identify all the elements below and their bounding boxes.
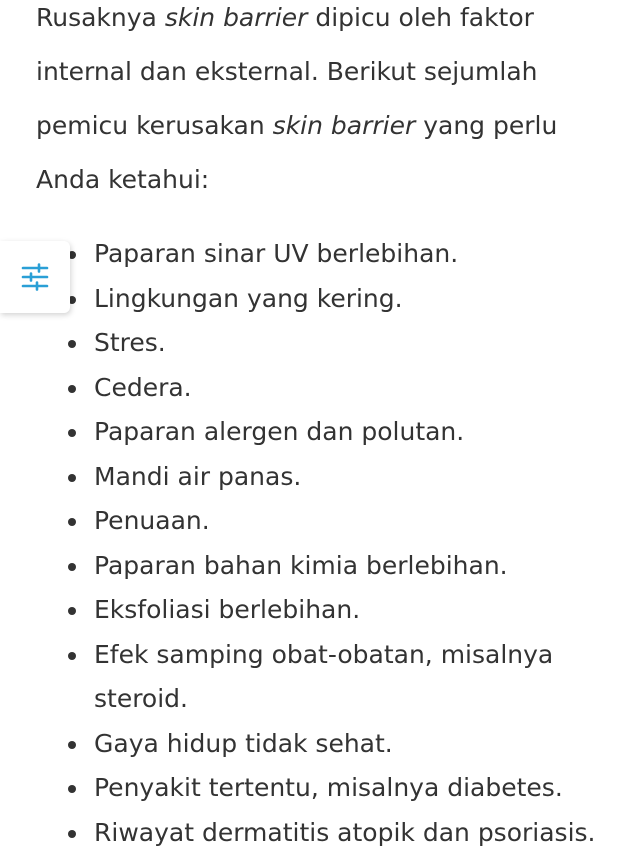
list-item bbox=[36, 366, 626, 411]
bullet bbox=[68, 741, 76, 749]
bullet bbox=[68, 385, 76, 393]
sliders-icon bbox=[20, 263, 50, 291]
list-item-text: Paparan bahan kimia berlebihan. bbox=[94, 551, 508, 580]
list-item bbox=[36, 544, 626, 589]
list-item bbox=[36, 722, 626, 767]
bullet bbox=[68, 785, 76, 793]
list-item bbox=[36, 455, 626, 500]
list-item-text: Eksfoliasi berlebihan. bbox=[94, 595, 360, 624]
causes-list bbox=[36, 232, 626, 855]
bullet bbox=[68, 652, 76, 660]
bullet bbox=[68, 518, 76, 526]
table-of-contents-button[interactable] bbox=[0, 241, 70, 313]
intro-text-2: dipicu oleh faktor internal dan eksternal. Berikut sejumlah pemicu kerusakan bbox=[36, 3, 537, 140]
list-item bbox=[36, 277, 626, 322]
list-item-text: Lingkungan yang kering. bbox=[94, 284, 403, 313]
list-item-text: Gaya hidup tidak sehat. bbox=[94, 729, 393, 758]
bullet bbox=[68, 607, 76, 615]
list-item-text: Stres. bbox=[94, 328, 166, 357]
intro-paragraph bbox=[36, 0, 626, 207]
list-item bbox=[36, 633, 626, 722]
intro-text-3: yang perlu Anda ketahui: bbox=[36, 111, 557, 194]
list-item-text: Paparan alergen dan polutan. bbox=[94, 417, 464, 446]
list-item-text: Mandi air panas. bbox=[94, 462, 301, 491]
bullet bbox=[68, 340, 76, 348]
intro-term-2: skin barrier bbox=[273, 111, 416, 140]
list-item-text: Paparan sinar UV berlebihan. bbox=[94, 239, 458, 268]
list-item bbox=[36, 410, 626, 455]
list-item bbox=[36, 811, 626, 855]
list-item-text: Riwayat dermatitis atopik dan psoriasis. bbox=[94, 818, 596, 847]
list-item-text: Cedera. bbox=[94, 373, 192, 402]
list-item-text: Penyakit tertentu, misalnya diabetes. bbox=[94, 773, 563, 802]
article-body bbox=[36, 0, 626, 207]
list-item bbox=[36, 499, 626, 544]
list-item-text: Efek samping obat-obatan, misalnya steroid. bbox=[94, 640, 553, 714]
list-item bbox=[36, 232, 626, 277]
intro-text-1: Rusaknya bbox=[36, 3, 165, 32]
list-item bbox=[36, 766, 626, 811]
list-item-text: Penuaan. bbox=[94, 506, 210, 535]
bullet bbox=[68, 563, 76, 571]
list-item bbox=[36, 321, 626, 366]
bullet bbox=[68, 830, 76, 838]
bullet bbox=[68, 429, 76, 437]
bullet bbox=[68, 474, 76, 482]
intro-term-1: skin barrier bbox=[165, 3, 308, 32]
list-item bbox=[36, 588, 626, 633]
